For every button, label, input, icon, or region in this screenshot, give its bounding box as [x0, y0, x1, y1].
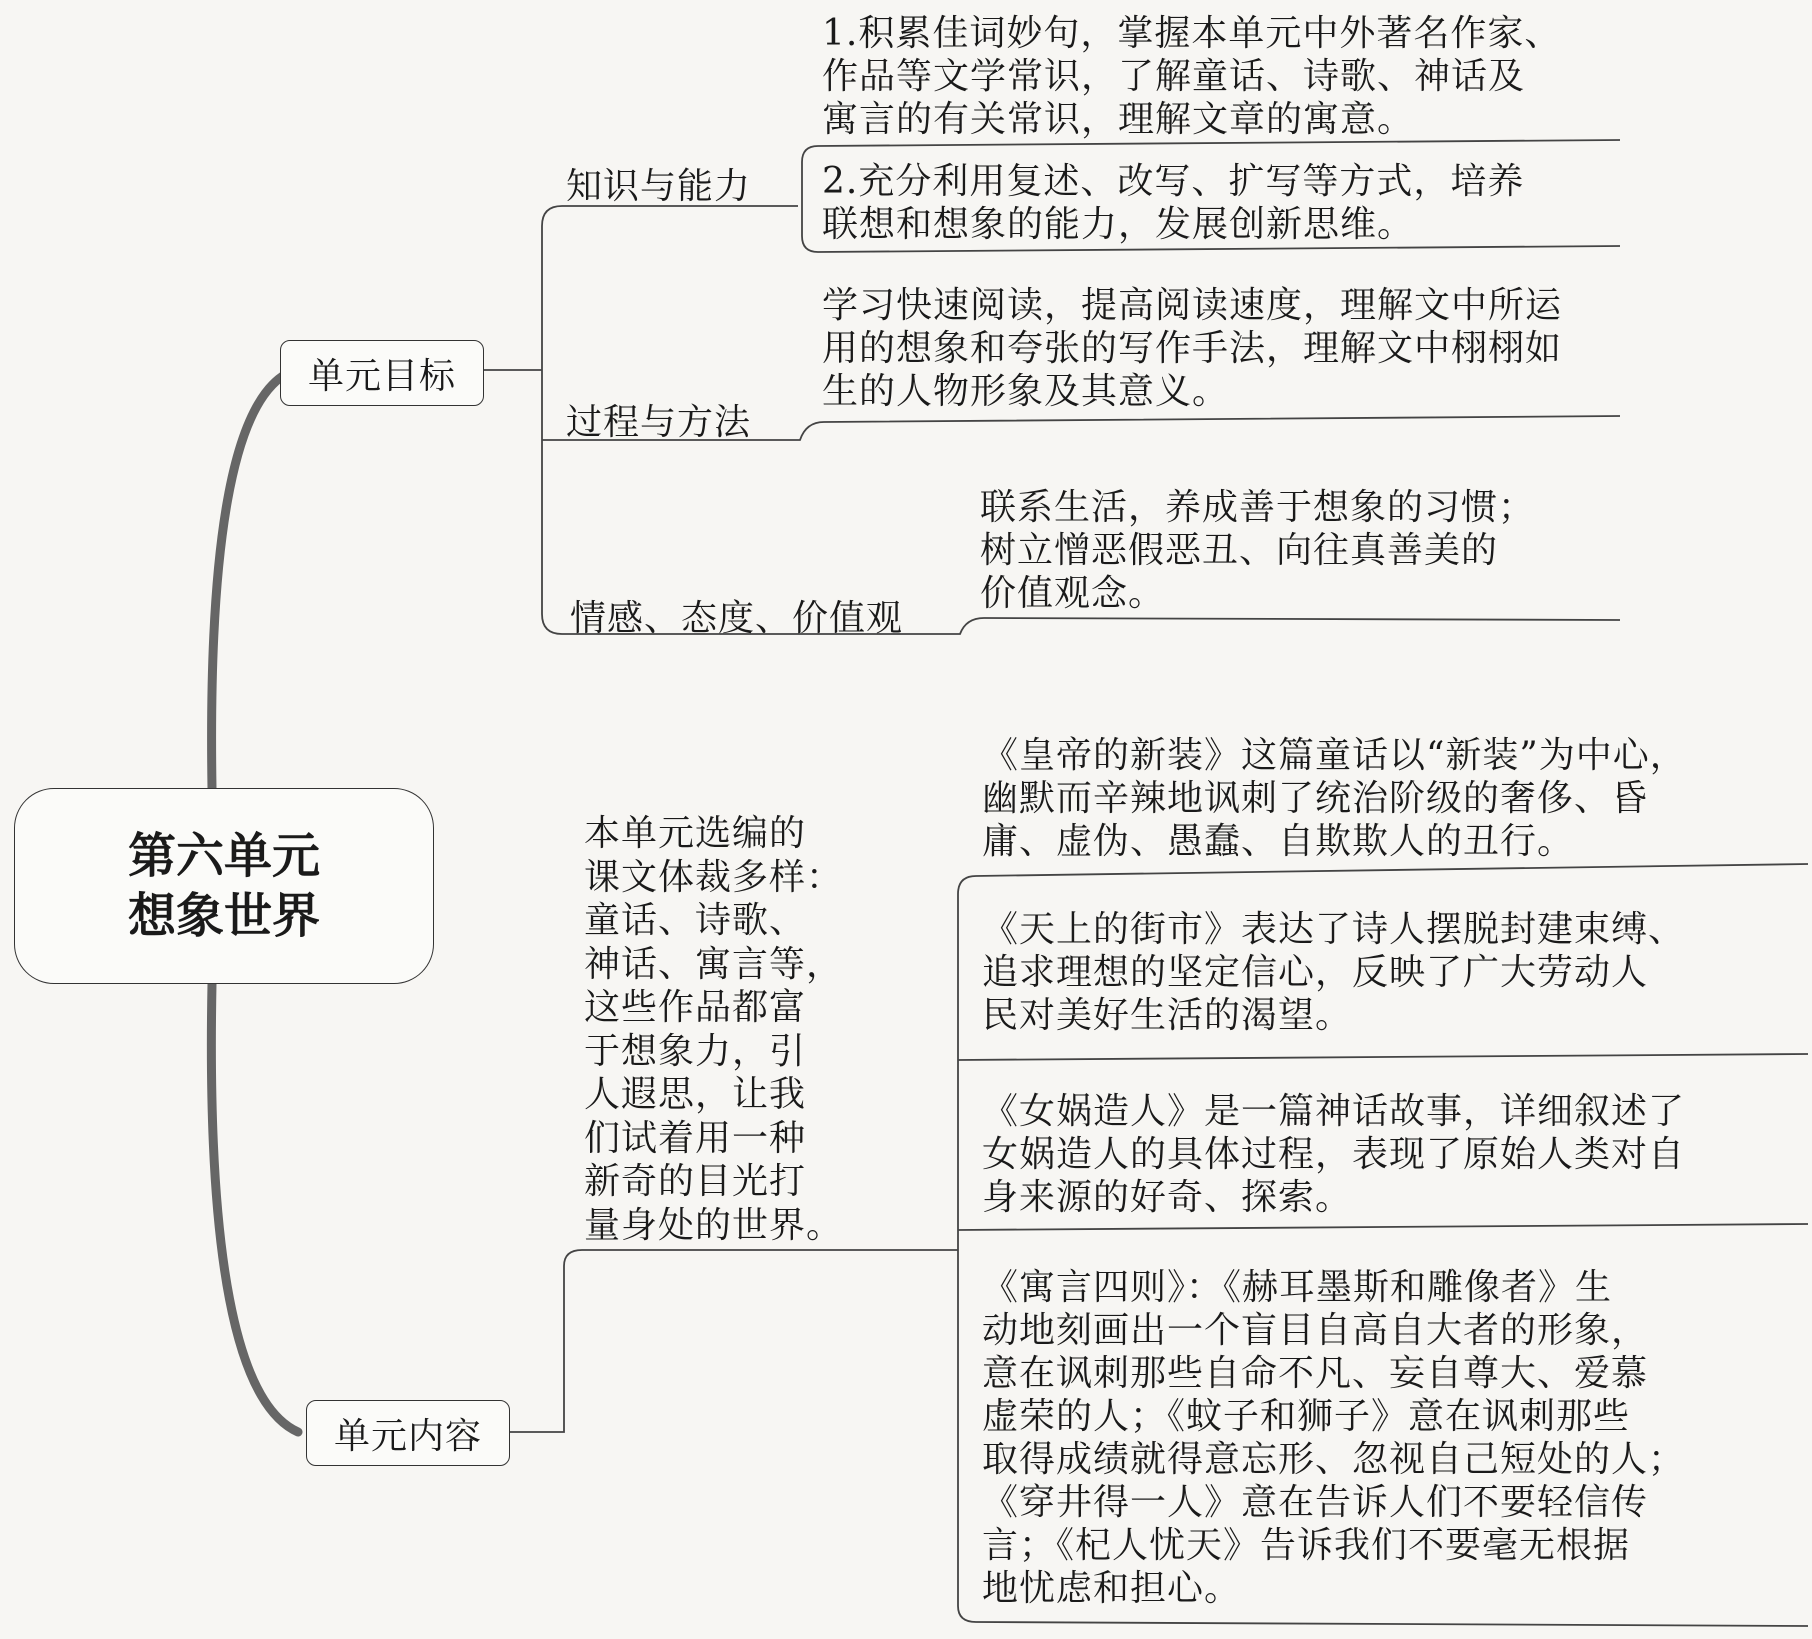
content-node[interactable]: [306, 1400, 510, 1466]
goals-bracket: [542, 206, 562, 634]
knowledge-item1-text: 1.积累佳词妙句，掌握本单元中外著名作家、 作品等文学常识，了解童话、诗歌、神话及 寓言的有关常识，理解文章的寓意。: [822, 13, 1562, 140]
knowledge-item2-text: 2.充分利用复述、改写、扩写等方式，培养 联想和想象的能力，发展创新思维。: [822, 161, 1525, 245]
content-stub: [510, 1250, 958, 1432]
goals-node[interactable]: [280, 340, 484, 406]
content-item3-underline: [958, 1224, 1808, 1230]
content-bracket: [958, 876, 976, 1622]
emotion-label[interactable]: 情感、态度、价值观: [570, 598, 904, 639]
content-item4-underline: [976, 1622, 1808, 1626]
root-title-line1: 第六单元: [127, 828, 320, 884]
content-item-1: 《皇帝的新装》这篇童话以“新装”为中心， 幽默而辛辣地讽刺了统治阶级的奢侈、昏 庸、虚伪、愚蠢、自欺欺人的丑行。: [982, 735, 1687, 862]
goals-label: 单元目标: [307, 355, 456, 397]
process-label[interactable]: 过程与方法: [566, 402, 752, 443]
content-item-4: 《寓言四则》：《赫耳墨斯和雕像者》生 动地刻画出一个盲目自高自大者的形象， 意在讽刺那些自命不凡、妄自尊大、爱慕 虚荣的人；《蚊子和狮子》意在讽刺那些 取得成绩就得意忘形、忽视自己短处的人； 《穿井得一人》意在告诉人们不要轻信传 言；《杞人忧天》告诉我们不要毫无根据 地忧虑和担心。: [982, 1267, 1686, 1609]
root-title-line2: 想象世界: [127, 888, 320, 944]
content-item2-underline: [958, 1054, 1808, 1060]
trunk-lower: [211, 984, 298, 1432]
knowledge-bracket: [802, 146, 818, 252]
content-label: 单元内容: [333, 1415, 482, 1457]
content-item-2: 《天上的街市》表达了诗人摆脱封建束缚、 追求理想的坚定信心，反映了广大劳动人 民对美好生活的渴望。: [982, 909, 1686, 1036]
content-item1-underline: [976, 864, 1808, 876]
knowledge-label[interactable]: 知识与能力: [566, 166, 752, 207]
trunk-upper: [212, 374, 286, 788]
knowledge-item2-underline: [818, 246, 1620, 252]
content-item-3: 《女娲造人》是一篇神话故事，详细叙述了 女娲造人的具体过程，表现了原始人类对自 身来源的好奇、探索。: [982, 1091, 1686, 1218]
content-description: 本单元选编的 课文体裁多样： 童话、诗歌、 神话、寓言等， 这些作品都富 于想象力，引 人遐思，让我 们试着用一种 新奇的目光打 量身处的世界。: [584, 813, 844, 1246]
root-node[interactable]: [14, 788, 434, 984]
process-text: 学习快速阅读，提高阅读速度，理解文中所运 用的想象和夸张的写作手法，理解文中栩栩如 生的人物形象及其意义。: [822, 285, 1563, 412]
emotion-text: 联系生活，养成善于想象的习惯； 树立憎恶假恶丑、向往真善美的 价值观念。: [980, 487, 1536, 614]
